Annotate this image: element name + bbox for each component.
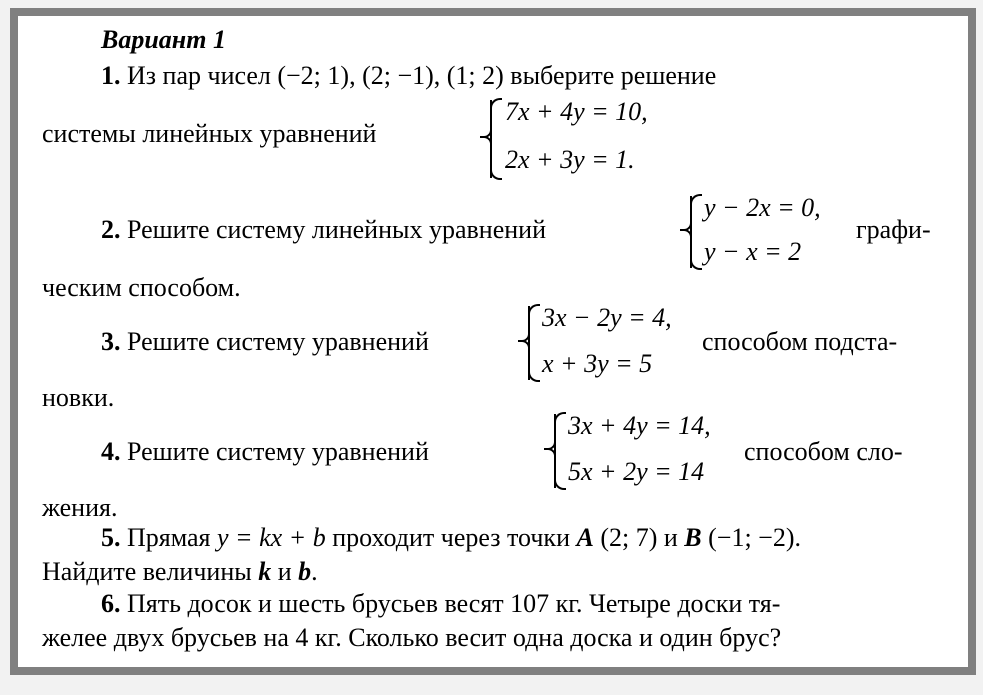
task-3-equation-1: 3x − 2y = 4, bbox=[542, 303, 672, 332]
task-4-line-1 bbox=[101, 436, 429, 468]
task-5-k: k bbox=[258, 557, 272, 586]
variant-title: Вариант 1 bbox=[101, 25, 226, 54]
task-2-line-1 bbox=[101, 214, 546, 246]
task-2-number: 2. bbox=[101, 215, 121, 244]
task-3-line-2: новки. bbox=[42, 383, 115, 412]
task-4-text-after: способом сло- bbox=[744, 437, 903, 466]
task-5-point-a: A bbox=[576, 523, 594, 552]
task-5-b: b bbox=[298, 557, 312, 586]
task-5-dot: . bbox=[311, 557, 318, 586]
task-6-line-2: желее двух брусьев на 4 кг. Сколько весит одна доска и один брус? bbox=[42, 623, 782, 652]
task-3-equation-2: x + 3y = 5 bbox=[542, 349, 653, 378]
task-4-equation-2: 5x + 2y = 14 bbox=[568, 457, 705, 486]
worksheet-frame bbox=[10, 8, 976, 675]
task-1-line-2: системы линейных уравнений bbox=[42, 119, 377, 148]
task-6-number: 6. bbox=[101, 589, 121, 618]
task-4-text: Решите систему уравнений bbox=[127, 437, 429, 466]
task-1-number: 1. bbox=[101, 61, 121, 90]
task-3-text-after: способом подста- bbox=[702, 327, 898, 356]
task-2-line-2: ческим способом. bbox=[42, 273, 241, 302]
task-2-text: Решите систему линейных уравнений bbox=[127, 215, 546, 244]
task-2-text-after: графи- bbox=[856, 215, 931, 244]
task-5-line-2 bbox=[42, 556, 318, 588]
task-3-text: Решите систему уравнений bbox=[127, 327, 429, 356]
task-5-formula: y = kx + b bbox=[217, 523, 326, 552]
task-5-line-1 bbox=[101, 522, 801, 554]
task-4-line-2: жения. bbox=[42, 493, 118, 522]
task-1-line-1 bbox=[101, 60, 716, 92]
task-5-and: и bbox=[277, 557, 292, 586]
task-4-equation-1: 3x + 4y = 14, bbox=[568, 411, 711, 440]
task-3-number: 3. bbox=[101, 327, 121, 356]
task-1-brace bbox=[490, 100, 506, 178]
task-5-point-b-coords: (−1; −2). bbox=[708, 523, 802, 552]
task-3-line-1 bbox=[101, 326, 429, 358]
task-4-number: 4. bbox=[101, 437, 121, 466]
task-6-line-1 bbox=[101, 588, 780, 620]
task-5-text-c: Найдите величины bbox=[42, 557, 252, 586]
task-5-number: 5. bbox=[101, 523, 121, 552]
task-5-text-a: Прямая bbox=[127, 523, 211, 552]
task-6-text: Пять досок и шесть брусьев весят 107 кг. Четыре доски тя- bbox=[127, 589, 781, 618]
task-1-text: Из пар чисел (−2; 1), (2; −1), (1; 2) выберите решение bbox=[127, 61, 717, 90]
task-1-equation-1: 7x + 4y = 10, bbox=[505, 97, 648, 126]
task-2-equation-2: y − x = 2 bbox=[704, 237, 802, 266]
task-5-point-a-coords: (2; 7) и bbox=[600, 523, 678, 552]
task-5-text-b: проходит через точки bbox=[332, 523, 570, 552]
task-1-equation-2: 2x + 3y = 1. bbox=[505, 145, 635, 174]
task-2-equation-1: y − 2x = 0, bbox=[704, 193, 821, 222]
task-5-point-b: B bbox=[684, 523, 702, 552]
